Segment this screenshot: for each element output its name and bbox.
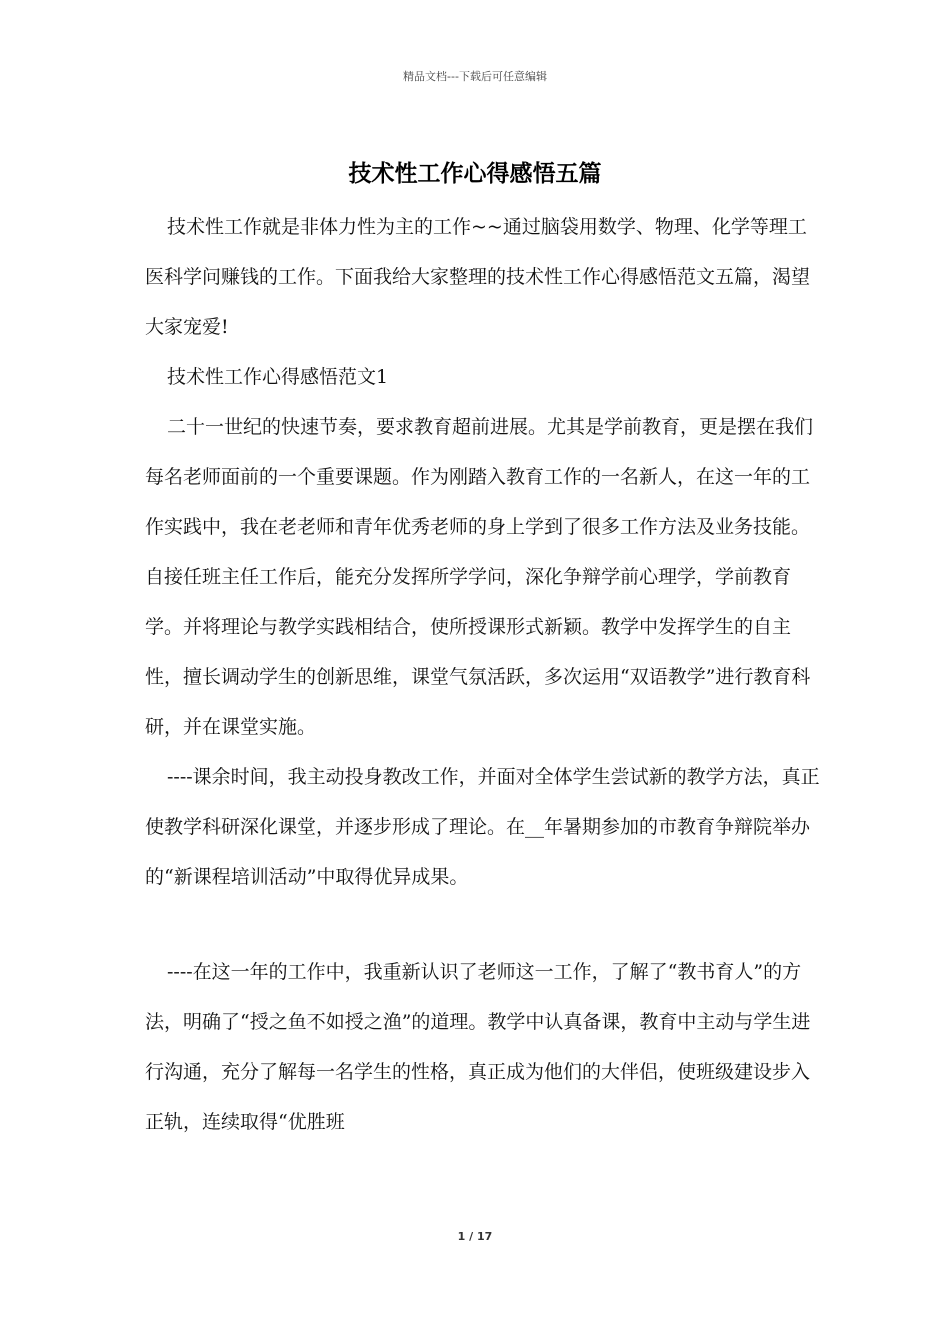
section-heading: 技术性工作心得感悟范文1: [167, 366, 389, 388]
body-paragraph: ----在这一年的工作中，我重新认识了老师这一工作，了解了“教书育人”的方法，明确了“授之鱼不如授之渔”的道理。教学中认真备课，教育中主动与学生进行沟通，充分了解每一名学生的性格，真正成为他们的大伴侣，使班级建设步入正轨，连续取得“优胜班: [145, 961, 811, 1133]
page-number: 1 / 17: [457, 1230, 493, 1243]
document-title: 技术性工作心得感悟五篇: [348, 161, 602, 187]
document-header-note: 精品文档---下载后可任意编辑: [403, 70, 547, 83]
body-paragraph: 二十一世纪的快速节奏，要求教育超前进展。尤其是学前教育，更是摆在我们每名老师面前的一个重要课题。作为刚踏入教育工作的一名新人，在这一年的工作实践中，我在老老师和青年优秀老师的身上学到了很多工作方法及业务技能。自接任班主任工作后，能充分发挥所学学问，深化争辩学前心理学，学前教育学。并将理论与教学实践相结合，使所授课形式新颖。教学中发挥学生的自主性，擅长调动学生的创新思维，课堂气氛活跃，多次运用“双语教学”进行教育科研，并在课堂实施。: [145, 416, 814, 738]
intro-paragraph: 技术性工作就是非体力性为主的工作~~通过脑袋用数学、物理、化学等理工医科学问赚钱的工作。下面我给大家整理的技术性工作心得感悟范文五篇，渴望大家宠爱!: [145, 216, 811, 338]
body-paragraph: ----课余时间，我主动投身教改工作，并面对全体学生尝试新的教学方法，真正使教学科研深化课堂，并逐步形成了理论。在__年暑期参加的市教育争辩院举办的“新课程培训活动”中取得优异成果。: [145, 766, 820, 888]
paragraph-spacer: [145, 902, 825, 947]
document-body: [145, 202, 825, 1147]
